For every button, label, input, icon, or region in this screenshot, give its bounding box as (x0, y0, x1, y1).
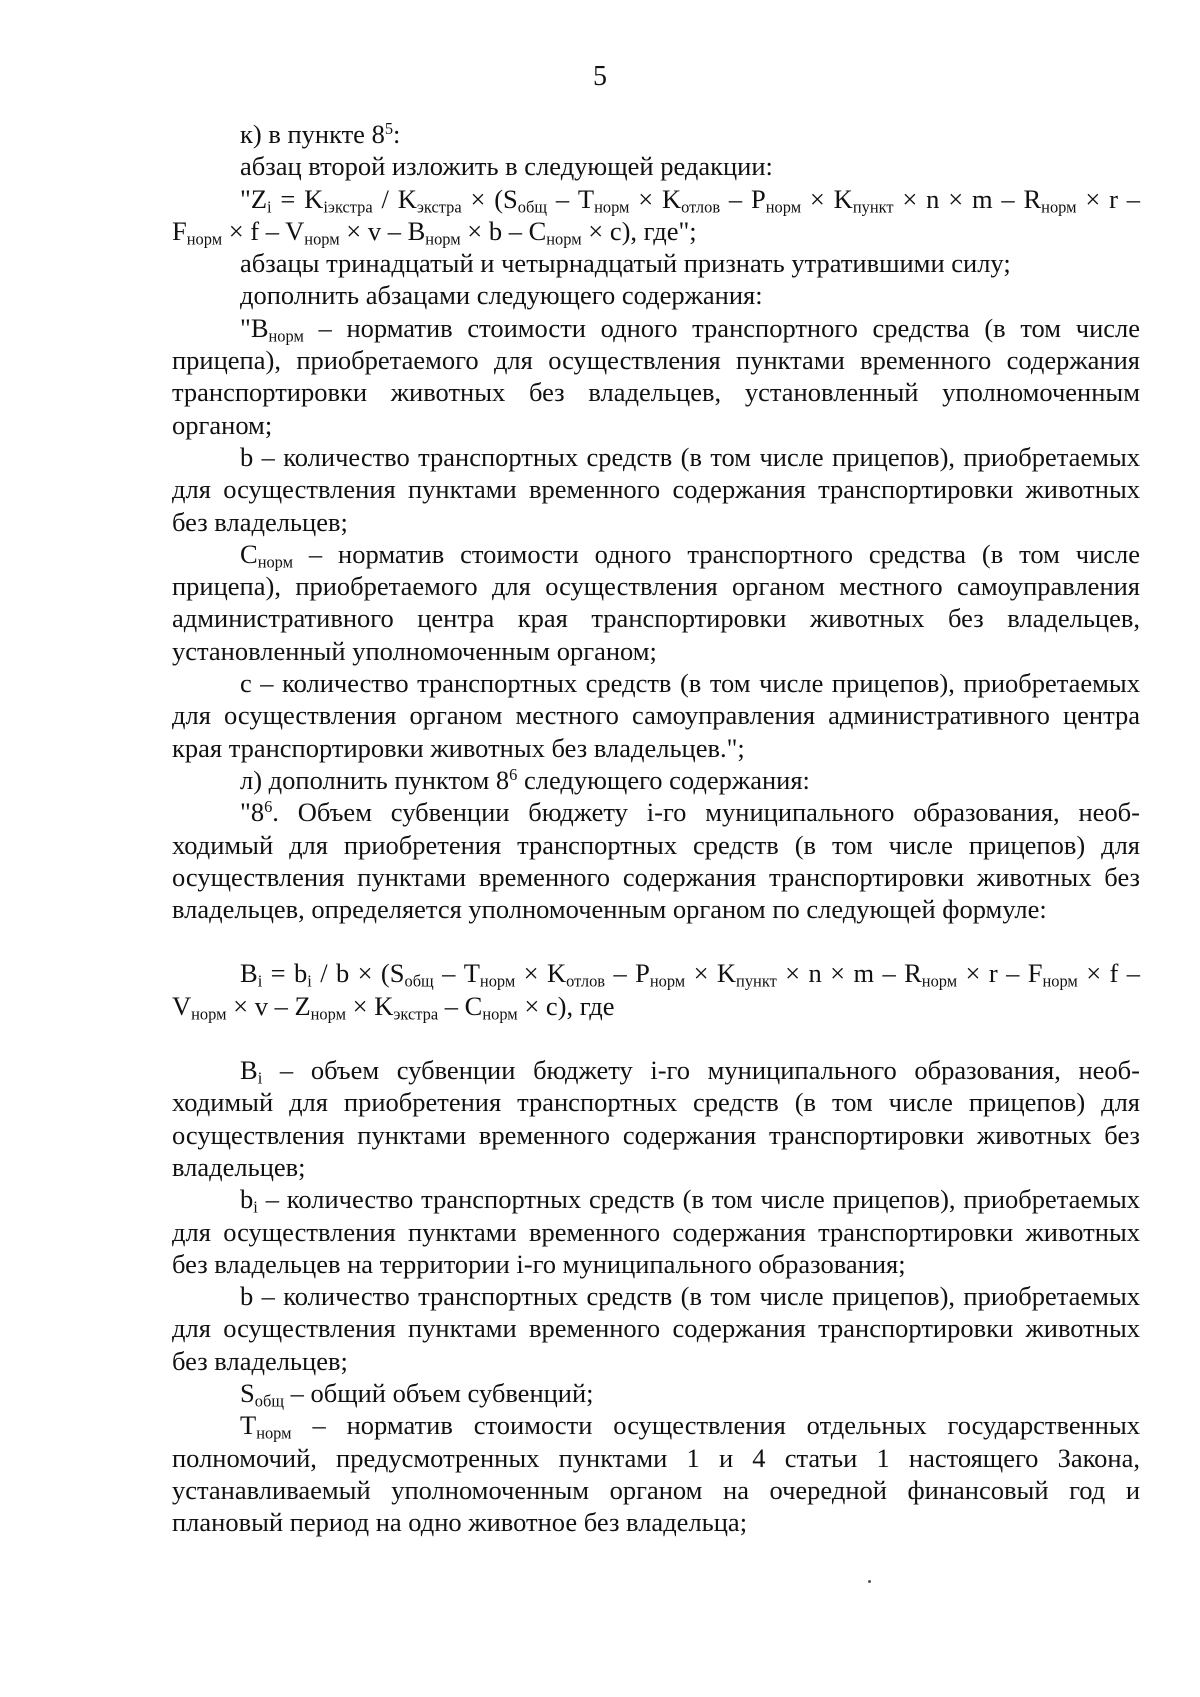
paragraph-15: b – количество транспортных средств (в том числе прицепов), приобретаемых для осуществления пунктами временного содержания транспортировки животных без владельцев; (172, 1281, 1140, 1376)
paragraph-4: абзацы тринадцатый и четырнадцатый признать утратившими силу; (240, 248, 1011, 279)
paragraph-6: "$B_{норм}$ – норматив стоимости одного транспортного средства (в том числе прицепа), приобретаемого для осуществления пунктами временного содержания транспортировки животных без владельцев, установленный уполномоченным органом; (172, 312, 1140, 440)
paragraph-8: $C_{норм}$ – норматив стоимости одного транспортного средства (в том числе прицепа), приобретаемого для осуществления органом местного самоуправления административного центра края транспортировки животных без владельцев, установленный уполномоченным органом; (172, 538, 1140, 666)
paragraph-17: $T_{норм}$ – норматив стоимости осуществления отдельных государственных полномочий, предусмотренных пунктами 1 и 4 статьи 1 настоящего Закона, устанавливаемый уполномоченным органом на очередной финансовый год и плановый период на одно животное без владельца; (172, 1410, 1140, 1538)
scan-speck (868, 1580, 871, 1583)
paragraph-11: "$8^6$. Объем субвенции бюджету i-го муниципального образования, необходимый для приобретения транспортных средств (в том числе прицепов) для осуществления пунктами временного содержания транспортировки животных без владельцев, определяется уполномоченным органом по следующей формуле: (172, 797, 1140, 925)
paragraph-7: b – количество транспортных средств (в том числе прицепов), приобретаемых для осуществления пунктами временного содержания транспортировки животных без владельцев; (172, 441, 1140, 537)
paragraph-14: $b_i$ – количество транспортных средств (в том числе прицепов), приобретаемых для осуществления пунктами временного содержания транспортировки животных без владельцев на территории i-го муниципального образования; (172, 1184, 1140, 1279)
paragraph-2: абзац второй изложить в следующей редакции: (240, 151, 773, 182)
paragraph-16: $S_{общ}$ – общий объем субвенций; (240, 1377, 594, 1411)
paragraph-13: $B_i$ – объем субвенции бюджету i-го муниципального образования, необходимый для приобретения транспортных средств (в том числе прицепов) для осуществления пунктами временного содержания транспортировки животных без владельцев; (172, 1055, 1140, 1182)
paragraph-9: c – количество транспортных средств (в том числе прицепов), приобретаемых для осуществления органом местного самоуправления административного центра края транспортировки животных без владельцев."; (172, 668, 1140, 763)
page-number: 5 (593, 61, 607, 92)
paragraph-5: дополнить абзацами следующего содержания: (240, 280, 763, 311)
document-body (172, 118, 1140, 1538)
paragraph-10: л) дополнить пунктом $8^6$ следующего содержания: (240, 764, 810, 795)
paragraph-3: "$Z_i = K_{iэкстра} / K_{экстра} \times (S_{общ} - T_{норм} \times K_{отлов} - P_{норм} \times K_{пункт} \times n \times m - R_{норм} \times r - F_{норм} \times f - V_{норм} \times v - B_{норм} \times b - C_{норм} \times c)$, где"; (172, 183, 1140, 249)
paragraph-1: к) в пункте $8^5$: (240, 118, 401, 149)
paragraph-12: $B_i = b_i / b \times (S_{общ} - T_{норм} \times K_{отлов} - P_{норм} \times K_{пункт} \times n \times m - R_{норм} \times r - F_{норм} \times f - V_{норм} \times v - Z_{норм} \times K_{экстра} - C_{норм} \times c)$, где (172, 958, 1140, 1024)
